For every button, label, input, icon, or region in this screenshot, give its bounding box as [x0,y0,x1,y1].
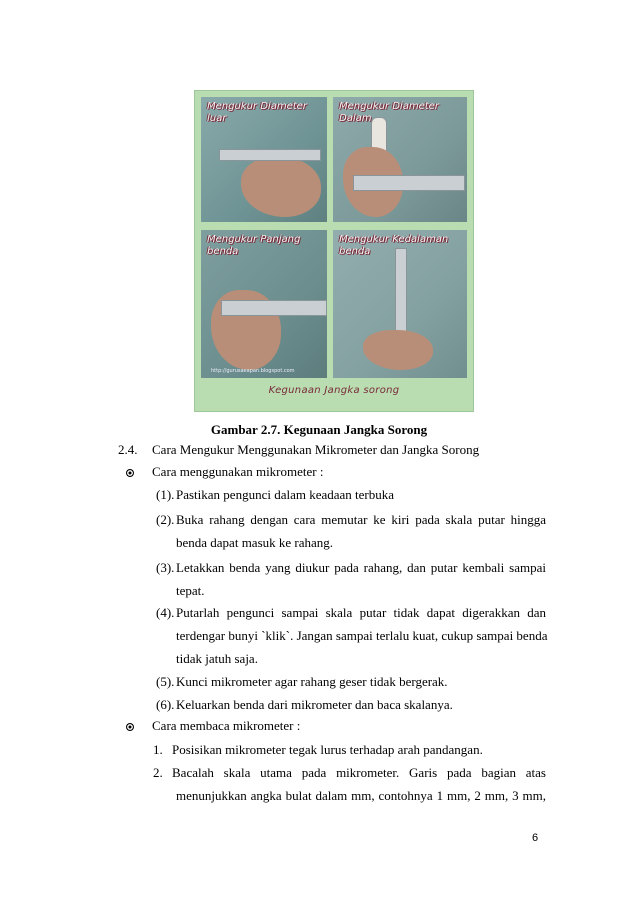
watermark-url: http://gurusaeapan.blogspot.com [211,368,295,374]
step-text: Buka rahang dengan cara memutar ke kiri pada skala putar hingga [176,512,546,527]
photo-panel-kedalaman-benda [333,230,467,378]
step-text: Pastikan pengunci dalam keadaan terbuka [176,487,395,502]
step-text: tepat. [176,583,205,598]
figure-jangka-sorong [194,90,474,412]
step-number: (1). [156,487,175,502]
step-text: terdengar bunyi `klik`. Jangan sampai terlalu kuat, cukup sampai benda [176,628,548,643]
panel-label: Mengukur Diameter luar [207,101,307,124]
step-number: (3). [156,560,175,575]
step-text: Bacalah skala utama pada mikrometer. Garis pada bagian atas [172,765,546,780]
step-text: Posisikan mikrometer tegak lurus terhadap arah pandangan. [172,742,483,757]
caliper-image [353,175,465,191]
hand-image [241,157,321,217]
bullet-icon [126,723,134,731]
photo-panel-diameter-luar [201,97,327,222]
step-text: Letakkan benda yang diukur pada rahang, dan putar kembali sampai [176,560,546,575]
bullet-title: Cara membaca mikrometer : [152,718,301,733]
bullet-icon [126,469,134,477]
hand-image [363,330,433,370]
step-text: benda dapat masuk ke rahang. [176,535,334,550]
step-text: Keluarkan benda dari mikrometer dan baca skalanya. [176,697,453,712]
panel-label: Mengukur Diameter Dalam [339,101,439,124]
step-number: (2). [156,512,175,527]
panel-label: Mengukur Kedalaman benda [339,234,449,257]
section-number: 2.4. [118,442,138,457]
step-text: tidak jatuh saja. [176,651,258,666]
step-number: (5). [156,674,175,689]
panel-label: Mengukur Panjang benda [207,234,301,257]
figure-caption: Gambar 2.7. Kegunaan Jangka Sorong [210,422,428,437]
step-text: Kunci mikrometer agar rahang geser tidak bergerak. [176,674,448,689]
page-number: 6 [532,832,539,844]
photo-panel-diameter-dalam [333,97,467,222]
photo-panel-panjang-benda [201,230,327,378]
bullet-title: Cara menggunakan mikrometer : [152,464,324,479]
step-number: 1. [153,742,163,757]
step-text: Putarlah pengunci sampai skala putar tidak dapat digerakkan dan [176,605,546,620]
caliper-image [221,300,327,316]
step-number: 2. [153,765,163,780]
step-text: menunjukkan angka bulat dalam mm, contohnya 1 mm, 2 mm, 3 mm, [176,788,546,803]
section-title: Cara Mengukur Menggunakan Mikrometer dan Jangka Sorong [152,442,480,457]
step-number: (4). [156,605,175,620]
step-number: (6). [156,697,175,712]
caliper-image [219,149,321,161]
figure-inner-caption: Kegunaan Jangka sorong [268,385,400,396]
